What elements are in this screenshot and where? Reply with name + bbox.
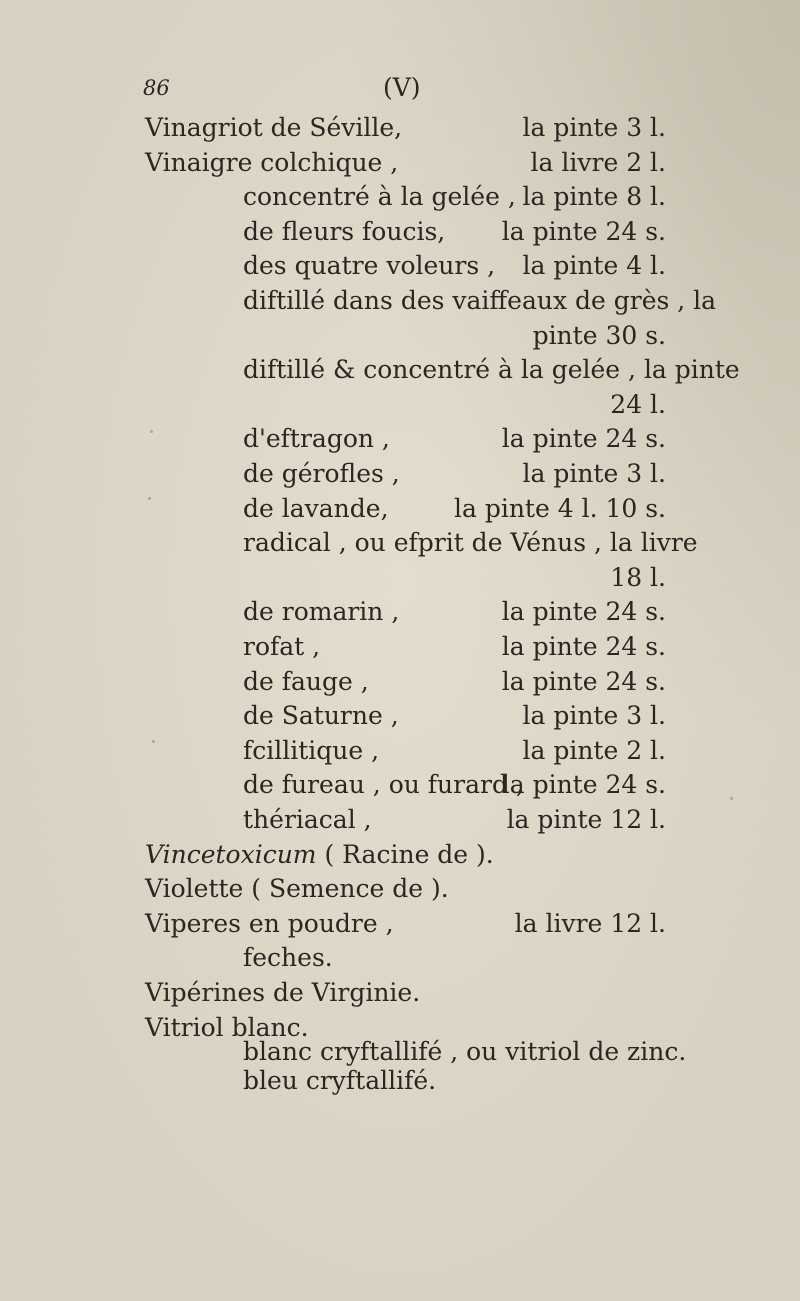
entry-price: la pinte 24 s. bbox=[501, 632, 666, 661]
list-item bbox=[0, 560, 800, 596]
entry-price: la pinte 12 l. bbox=[506, 805, 666, 834]
list-item bbox=[0, 145, 800, 181]
entry-price: la pinte 3 l. bbox=[522, 459, 666, 488]
list-item bbox=[0, 629, 800, 665]
list-item bbox=[0, 491, 800, 527]
list-item bbox=[0, 456, 800, 492]
page-header bbox=[0, 70, 800, 106]
entry-name: de gérofles , bbox=[243, 459, 400, 488]
entry-price: la pinte 24 s. bbox=[501, 216, 666, 246]
entry-price: la pinte 24 s. bbox=[501, 424, 666, 454]
entry-name: bleu cryftallifé. bbox=[243, 1065, 437, 1095]
list-item bbox=[0, 802, 800, 838]
entry-name: de lavande, bbox=[243, 493, 389, 523]
entry-name: des quatre voleurs , bbox=[243, 251, 496, 281]
entry-price: la pinte 4 l. bbox=[522, 251, 666, 281]
entry-name: Viperes en poudre , bbox=[145, 908, 394, 938]
entry-name: de romarin , bbox=[243, 597, 400, 627]
list-item bbox=[0, 664, 800, 700]
entry-name: feches. bbox=[243, 943, 333, 973]
entry-price: la pinte 24 s. bbox=[501, 770, 666, 800]
entry-name: de Saturne , bbox=[243, 701, 399, 731]
entry-name: thériacal , bbox=[243, 805, 372, 834]
list-item bbox=[0, 318, 800, 354]
list-item bbox=[0, 352, 800, 388]
entry-name: Vitriol blanc. bbox=[145, 1012, 309, 1042]
page-number: 86 bbox=[143, 76, 170, 100]
entry-name: rofat , bbox=[243, 632, 321, 661]
list-item bbox=[0, 698, 800, 734]
entry-price: la pinte 2 l. bbox=[522, 735, 666, 765]
paper-speck bbox=[150, 430, 153, 433]
list-item bbox=[0, 214, 800, 250]
entry-name: Vinaigre colchique , bbox=[145, 147, 399, 177]
list-item bbox=[0, 110, 800, 146]
list-item bbox=[0, 283, 800, 319]
list-item bbox=[0, 1063, 800, 1099]
entry-name: diftillé & concentré à la gelée , la pinte bbox=[243, 355, 740, 385]
list-item bbox=[0, 387, 800, 423]
entry-price: la livre 2 l. bbox=[530, 147, 666, 177]
entry-name bbox=[145, 837, 494, 873]
list-item bbox=[0, 871, 800, 907]
entry-name-suffix: ( Racine de ). bbox=[316, 839, 494, 869]
entry-name: Vinagriot de Séville, bbox=[145, 113, 403, 142]
entry-price: 18 l. bbox=[610, 562, 666, 592]
list-item bbox=[0, 906, 800, 942]
list-item bbox=[0, 179, 800, 215]
entry-price: la pinte 4 l. 10 s. bbox=[453, 493, 666, 523]
entry-name: fcillitique , bbox=[243, 735, 380, 765]
entry-price: la pinte 3 l. bbox=[522, 113, 666, 142]
entry-price: pinte 30 s. bbox=[532, 320, 666, 350]
list-item bbox=[0, 975, 800, 1011]
entry-name: Violette ( Semence de ). bbox=[145, 874, 449, 904]
entry-name-italic: Vincetoxicum bbox=[145, 839, 317, 869]
entry-price: la pinte 8 l. bbox=[522, 182, 666, 212]
entry-name: Vipérines de Virginie. bbox=[145, 978, 421, 1007]
section-letter: (V) bbox=[383, 73, 421, 102]
entry-price: 24 l. bbox=[610, 389, 666, 419]
list-item bbox=[0, 837, 800, 873]
paper-speck bbox=[730, 797, 733, 800]
entry-name: de fauge , bbox=[243, 666, 369, 696]
entry-price: la livre 12 l. bbox=[514, 908, 666, 938]
paper-speck bbox=[148, 497, 151, 500]
entry-name: diftillé dans des vaiffeaux de grès , la bbox=[243, 286, 717, 315]
paper-speck bbox=[152, 740, 155, 743]
list-item bbox=[0, 733, 800, 769]
entry-name: radical , ou efprit de Vénus , la livre bbox=[243, 528, 698, 558]
entry-price: la pinte 3 l. bbox=[522, 701, 666, 731]
list-item bbox=[0, 594, 800, 630]
entry-name: de fureau , ou furard , bbox=[243, 770, 524, 800]
entry-price: la pinte 24 s. bbox=[501, 666, 666, 696]
entry-name: concentré à la gelée , bbox=[243, 182, 516, 212]
entry-name: d'eftragon , bbox=[243, 424, 390, 454]
list-item bbox=[0, 940, 800, 976]
list-item bbox=[0, 525, 800, 561]
list-item bbox=[0, 767, 800, 803]
list-item bbox=[0, 248, 800, 284]
entry-price: la pinte 24 s. bbox=[501, 597, 666, 627]
entry-name: blanc cryftallifé , ou vitriol de zinc. bbox=[243, 1037, 687, 1067]
list-item bbox=[0, 421, 800, 457]
entry-name: de fleurs foucis, bbox=[243, 216, 446, 246]
